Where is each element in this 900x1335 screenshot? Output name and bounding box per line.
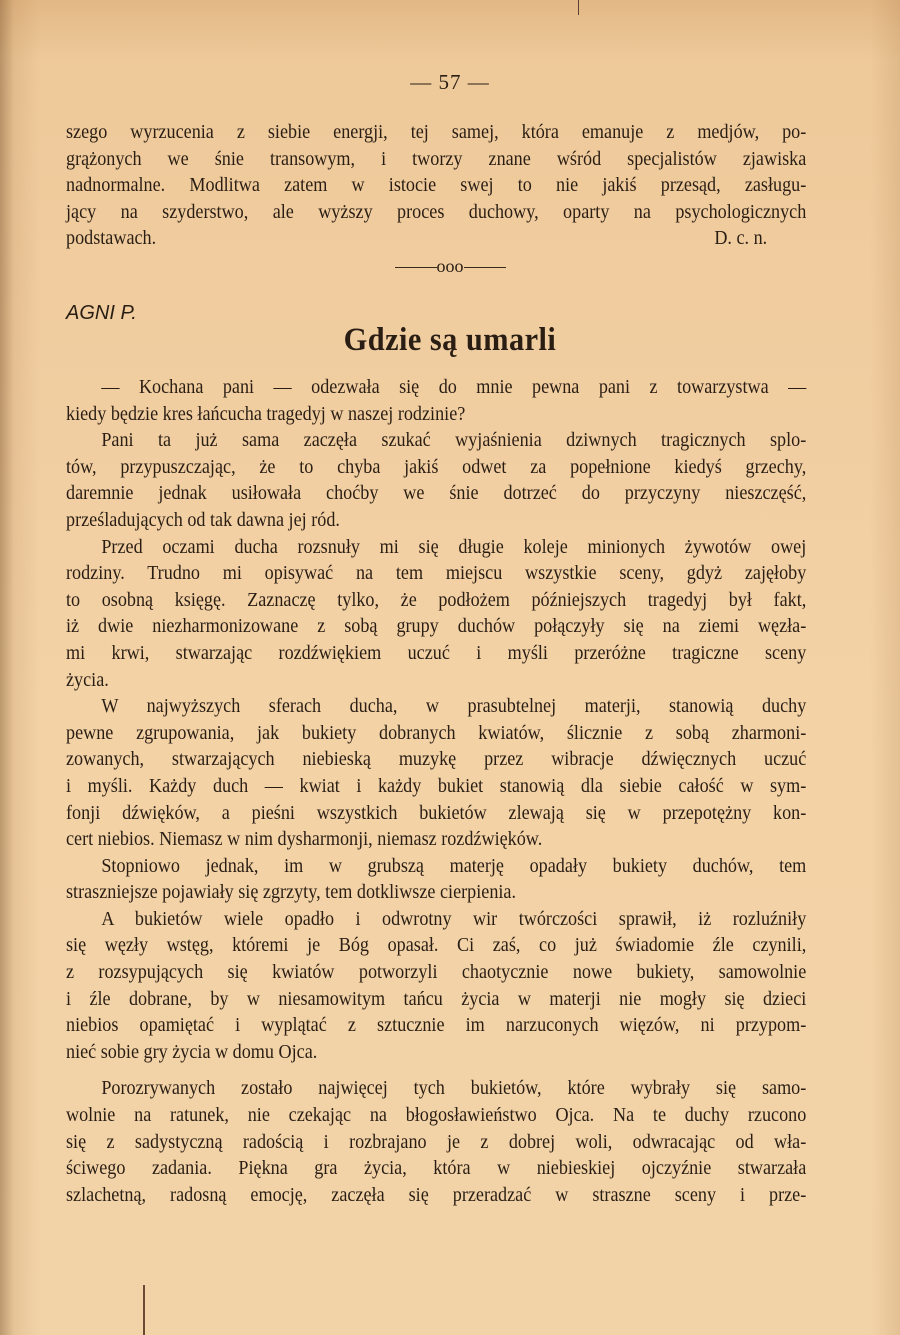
paragraph (66, 1076, 806, 1209)
text-line: pewne zgrupowania, jak bukiety dobranych kwiatów, ślicznie z sobą zharmoni- (66, 722, 807, 744)
article-title: Gdzie są umarli (343, 322, 557, 358)
text-line: mi krwi, stwarzając rozdźwiękiem uczuć i myśli przeróżne tragiczne sceny (66, 642, 807, 664)
text-line: A bukietów wiele opadło i odwrotny wir twórczości sprawił, iż rozluźniły (101, 908, 807, 930)
text-line: prześladujących od tak dawna jej ród. (66, 509, 340, 531)
text-line: nadnormalne. Modlitwa zatem w istocie swej to nie jakiś przesąd, zasługu- (66, 175, 807, 197)
separator-ornament: ooo (436, 256, 464, 276)
text-line: szego wyrzucenia z siebie energji, tej samej, która emanuje z medjów, po- (66, 122, 807, 143)
text-line: niebios opamiętać i wyplątać z sztucznie im narzuconych więzów, ni przypom- (66, 1015, 807, 1037)
text-line: W najwyższych sferach ducha, w prasubtelnej materji, stanowią duchy (101, 696, 807, 718)
separator-rule (464, 267, 506, 268)
text-line: kiedy będzie kres łańcucha tragedyj w naszej rodzinie? (66, 403, 466, 425)
text-line: — Kochana pani — odezwała się do mnie pewna pani z towarzystwa — (101, 377, 807, 398)
article-body (66, 375, 806, 1209)
text-line: Stopniowo jednak, im w grubszą materję opadały bukiety duchów, tem (101, 855, 807, 877)
text-line: życia. (66, 669, 109, 691)
text-line: się z sadystyczną radością i rozbrajano je z dobrej woli, odwracając od wła- (66, 1131, 807, 1153)
text-line: straszniejsze pojawiały się zgrzyty, tem dotkliwsze cierpienia. (66, 882, 517, 904)
paragraph (66, 428, 806, 534)
ink-mark (578, 0, 579, 15)
text-line-signature (66, 226, 806, 253)
text-line: z rozsypujących się kwiatów potworzyli chaotycznie nowe bukiety, samowolnie (66, 962, 807, 984)
page-number: — 57 — (410, 70, 490, 94)
text-line: iż dwie niezharmonizowane z sobą grupy duchów połączyły się na ziemi węzła- (66, 616, 807, 638)
text-line: nieć sobie gry życia w domu Ojca. (66, 1041, 318, 1063)
paragraph (66, 854, 806, 907)
section-separator (0, 256, 900, 277)
text-line: to osobną księgę. Zaznaczę tylko, że podłożem późniejszych tragedyj był fakt, (66, 589, 807, 611)
text-line: Porozrywanych zostało najwięcej tych bukietów, które wybrały się samo- (101, 1078, 807, 1100)
continuation-paragraph (66, 120, 806, 253)
text-line: i źle dobrane, by w niesamowitym tańcu życia w materji nie mogły się dzieci (66, 988, 807, 1010)
text-line: się węzły wstęg, któremi je Bóg opasał. Ci zaś, co już świadomie źle czynili, (66, 935, 807, 957)
paragraph (66, 694, 806, 854)
text-line: szlachetną, radosną emocję, zaczęła się przeradzać w straszne sceny i prze- (66, 1184, 807, 1206)
signature: D. c. n. (714, 228, 768, 250)
paragraph (66, 907, 806, 1067)
text-line: Przed oczami ducha rozsnuły mi się długie koleje minionych żywotów owej (101, 536, 807, 558)
text-line: i myśli. Każdy duch — kwiat i każdy bukiet stanowią dla siebie całość w sym- (66, 775, 807, 797)
text-line: jący na szyderstwo, ale wyższy proces duchowy, oparty na psychologicznych (66, 201, 807, 223)
separator-rule (395, 267, 437, 268)
text-line: Pani ta już sama zaczęła szukać wyjaśnienia dziwnych tragicznych splo- (101, 430, 807, 452)
text-line: daremnie jednak usiłowała choćby we śnie dotrzeć do przyczyny nieszczęść, (66, 483, 807, 505)
paragraph (66, 535, 806, 695)
text-line: wolnie na ratunek, nie czekając na błogosławieństwo Ojca. Na te duchy rzucono (66, 1105, 807, 1127)
text-line: grążonych we śnie transowym, i tworzy znane wśród specjalistów zjawiska (66, 148, 807, 170)
ink-mark (143, 1285, 145, 1335)
text-line: zowanych, stwarzających niebieską muzykę przez wibracje dźwięcznych uczuć (66, 749, 807, 771)
text-line: ściwego zadania. Piękna gra życia, która w niebieskiej ojczyźnie stwarzała (66, 1158, 807, 1180)
paragraph (66, 375, 806, 428)
text-line: cert niebios. Niemasz w nim dysharmonji, niemasz rozdźwięków. (66, 829, 543, 851)
text-line: rodziny. Trudno mi opisywać na tem miejscu wszystkie sceny, gdyż zajęłoby (66, 563, 807, 585)
article-author: AGNI P. (66, 302, 137, 324)
text-line: fonji dźwięków, a pieśni wszystkich bukietów zlewają się w przepotężny kon- (66, 802, 807, 824)
text-line: tów, przypuszczając, że to chyba jakiś odwet za popełnione kiedyś grzechy, (66, 456, 807, 478)
text-fragment: podstawach. (66, 228, 157, 250)
